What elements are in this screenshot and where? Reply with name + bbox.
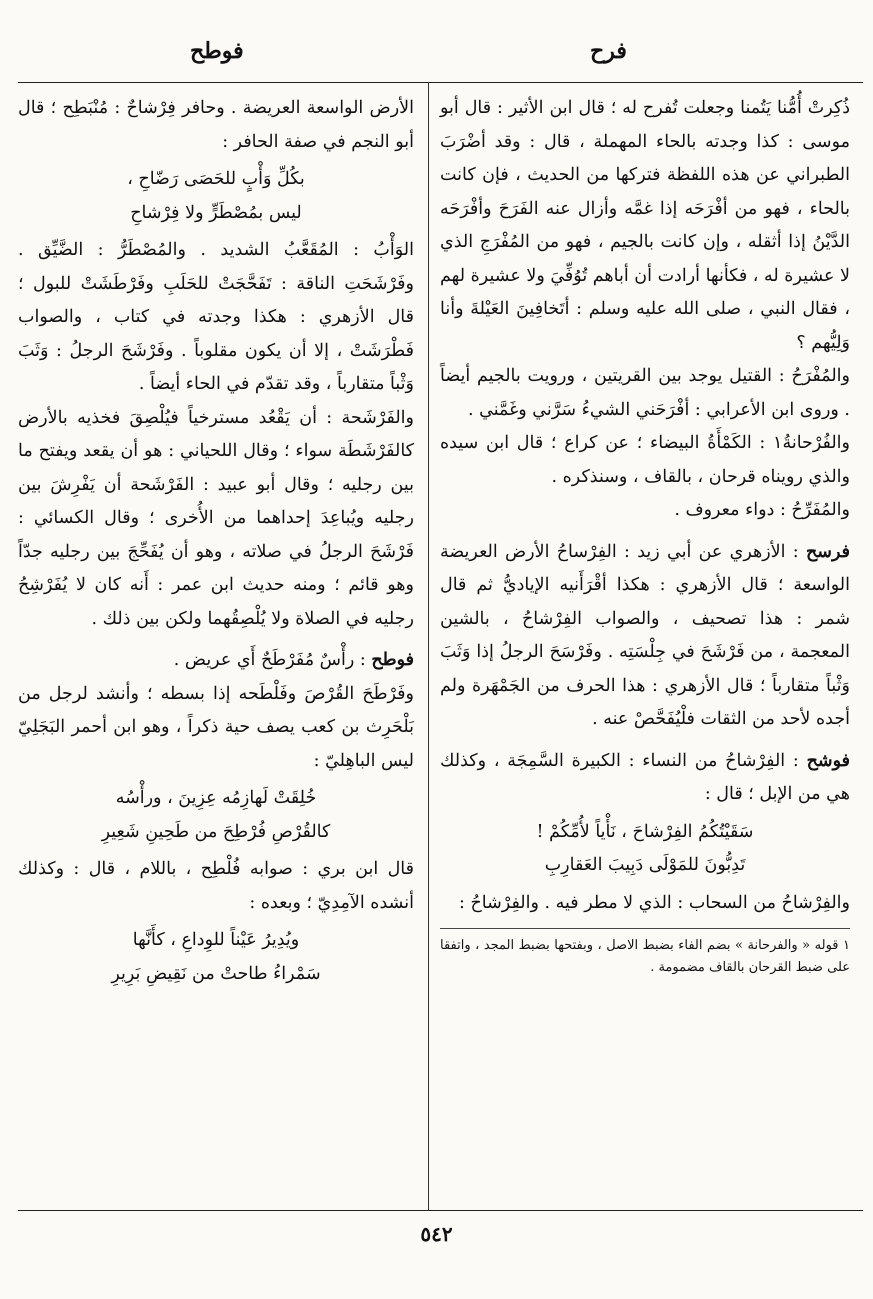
right-column xyxy=(440,92,850,979)
verse-line: تَدِبُّونَ للمَوْلَى دَبِيبَ العَقارِبِ xyxy=(544,855,746,875)
entry-headword: فوشح xyxy=(806,750,850,771)
paragraph: قال ابن بري : صوابه فُلْطِح ، باللام ، قال : وكذلك أنشده الآمِدِيّ ؛ وبعده : xyxy=(18,859,414,913)
paragraph: والمُفْرَحُ : القتيل يوجد بين القريتين ، ورويت بالجيم أيضاً . وروى ابن الأعرابي : أفْرَحَني الشيءُ سَرَّني وغَمَّني . xyxy=(440,366,850,420)
paragraph: ذُكِرتْ أُمُّنا يَتُمنا وجعلت تُفرح له ؛ قال ابن الأثير : قال أبو موسى : كذا وجدته بالحاء المهملة ، قال : وقد أضْرَبَ الطبراني عن هذه اللفظة فتركها من الحديث ، فإن كانت بالحاء ، فهو من أفْرَحَه إذا غمَّه وأزال عنه الفَرَحَ وأفْرَحَه الدَّيْنُ إذا أثقله ، وإن كانت بالجيم ، فهو من المُفْرَجِ الذي لا عشيرة له ، فكأنها أرادت أن أباهم تُوُفِّيَ ولا عشيرة لهم ، فقال النبي ، صلى الله عليه وسلم : أتَخافِينَ العَيْلةَ وأنا وَلِيُّهم ؟ xyxy=(440,98,850,353)
paragraph: والفُرْحانةُ١ : الكَمْأَةُ البيضاء ؛ عن كراع ؛ قال ابن سيده والذي رويناه قرحان ، بالقاف ، وسنذكره . xyxy=(440,433,850,487)
column-divider xyxy=(428,82,429,1210)
entry-farsaha xyxy=(440,536,850,737)
verse xyxy=(18,163,414,230)
entry-fartaha xyxy=(18,644,414,678)
verse xyxy=(18,924,414,991)
entry-body: : الفِرْشاحُ من النساء : الكبيرة السَّمِجَة ، وكذلك هي من الإبل ؛ قال : xyxy=(440,750,850,804)
header-left-word: فوطح xyxy=(190,38,244,64)
verse xyxy=(18,782,414,849)
entry-body: : رأْسٌ مُفَرْطَحٌ أَي عريض . xyxy=(173,650,366,670)
verse-line: ويُدِيرُ عَيْناً للوِداعِ ، كأَنَّها xyxy=(132,930,300,950)
verse-line: ليس بمُصْطَرٍّ ولا فِرْشاحِ xyxy=(130,202,302,223)
paragraph: الوَأْبُ : المُقَعَّبُ الشديد . والمُصْطَرُّ : الضَّيِّق . وفَرْشَحَتِ الناقة : تَفَحَّجَتْ للحَلَبِ وفَرْطَشَتْ للبول ؛ قال الأزهري : هكذا وجدته في كتاب ، والصواب فَطْرَشَتْ ، إلا أن يكون مقلوباً . وفَرْشَحَ الرجلُ : وَثَبَ وَثْباً متقارباً ، وقد تقدّم في الحاء أيضاً . xyxy=(18,240,414,394)
header-right-word: فرح xyxy=(590,38,627,64)
verse-line: بكُلِّ وَأْبٍ للحَصَى رَضّاحِ ، xyxy=(127,169,305,189)
paragraph: والفَرْشَحة : أن يَقْعُد مسترخياً فيُلْصِقَ فخذيه بالأرض كالفَرْشَطَة سواء ؛ وقال اللحياني : هو أن يقعد ويفتح ما بين رجليه ؛ وقال أبو عبيد : الفَرْشَحة أن يَفْرِشَ بين رجليه ويُباعِدَ إحداهما من الأُخرى ؛ وقال الكسائي : فَرْشَحَ الرجلُ في صلاته ، وهو أن يُفَحِّجَ بين رجليه جدّاً وهو قائم ؛ ومنه حديث ابن عمر : أَنه كان لا يُفَرْشِحُ رجليه في الصلاة ولا يُلْصِقُهما ولكن بين ذلك . xyxy=(18,407,414,629)
verse xyxy=(440,816,850,883)
verse-line: سَقَيْتُكُمُ الفِرْشاحَ ، نَأْياً لأُمِّكُمْ ! xyxy=(536,821,754,842)
entry-body: : الأزهري عن أبي زيد : الفِرْساحُ الأرض العريضة الواسعة ؛ قال الأزهري : هكذا أقْرَأَنيه الإياديُّ ثم قال شمر : هذا تصحيف ، والصواب الفِرْشاحُ ، بالشين المعجمة ، من فَرْشَحَ في جِلْسَتِه . وفَرْسَحَ الرجلُ إذا وَثَبَ وَثْباً متقارباً ؛ قال الأزهري : هذا الحرف من الجَمْهَرة ولم أجده لأحد من الثقات فلْيُفَحَّصْ عنه . xyxy=(440,541,850,729)
entry-headword: فوطح xyxy=(371,650,414,670)
verse-line: سَمْراءُ طاحتْ من نَقِيضِ بَرِيرِ xyxy=(111,963,321,984)
entry-headword: فرسح xyxy=(806,541,850,562)
paragraph: وفَرْطَحَ القُرْصَ وفَلْطَحه إذا بسطه ؛ وأنشد لرجل من بَلْحَرِث بن كعب يصف حية ذكراً ، وهو ابن أحمر البَجَلِيّ ليس الباهِليّ : xyxy=(18,683,414,771)
page-number: ٥٤٢ xyxy=(420,1222,453,1246)
paragraph: والمُفَرِّحُ : دواء معروف . xyxy=(674,500,850,520)
footnote-separator xyxy=(440,928,850,929)
verse-line: خُلِقَتْ لَهازِمُه عِزِينَ ، ورأْسُه xyxy=(115,788,317,808)
left-column xyxy=(18,92,414,995)
top-rule xyxy=(18,82,863,83)
verse-line: كالقُرْصِ فُرْطِحَ من طَحِينِ شَعِيرِ xyxy=(101,821,331,842)
footnote: ١ قوله « والفرحانة » بضم الفاء بضبط الاصل ، وبفتحها بضبط المجد ، واتفقا على ضبط القرحان بالقاف مضمومة . xyxy=(440,938,850,975)
paragraph: والفِرْشاحُ من السحاب : الذي لا مطر فيه . والفِرْشاحُ : xyxy=(459,892,850,913)
entry-farshaha xyxy=(440,745,850,812)
paragraph: الأرض الواسعة العريضة . وحافر فِرْشاحٌ : مُنْبَطِح ؛ قال أبو النجم في صفة الحافر : xyxy=(18,98,414,152)
bottom-rule xyxy=(18,1210,863,1211)
